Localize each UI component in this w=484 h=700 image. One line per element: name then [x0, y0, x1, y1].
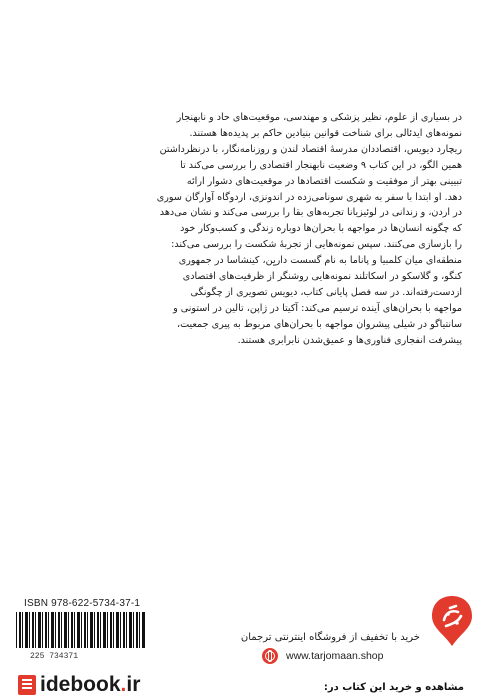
description-line: در بسیاری از علوم، نظیر پزشکی و مهندسی، موقعیت‌های حاد و نابهنجار: [176, 112, 462, 123]
description-line: ریچارد دیویس، اقتصاددان مدرسهٔ اقتصاد لندن و روزنامه‌نگار، با درنظرداشتن: [159, 143, 462, 155]
description-line: را بازسازی می‌کنند. سپس نمونه‌هایی از تجربهٔ شکست را بررسی می‌کند:: [171, 239, 462, 251]
isbn-text: ISBN 978-622-5734-37-1: [24, 598, 141, 609]
watermark-caption: مشاهده و خرید این کتاب در:: [323, 682, 464, 693]
watermark-brand[interactable]: [18, 672, 140, 698]
description-line: همین الگو، در این کتاب ۹ وضعیت نابهنجار اقتصادی را بررسی می‌کند تا: [180, 159, 462, 171]
description-line: نمونه‌های ایدئالی برای شناخت قوانین بنیادین حاکم بر پدیده‌ها هستند.: [189, 127, 462, 139]
back-cover-description: [104, 110, 462, 349]
watermark-brand-suffix: ir: [126, 673, 141, 696]
watermark-brand-dot: .: [120, 673, 127, 696]
description-line: تبیینی بهتر از موفقیت و شکست اقتصادها در موقعیت‌های دشوار ارائه: [186, 175, 462, 187]
globe-icon: [262, 648, 278, 664]
description-line: که چگونه انسان‌ها در مواجهه با بحران‌ها دوباره زندگی و کسب‌وکار خود: [180, 223, 462, 235]
barcode: [16, 612, 146, 652]
publisher-logo-icon: [430, 594, 474, 648]
shop-url-link[interactable]: www.tarjomaan.shop: [286, 650, 384, 662]
watermark-brand-prefix: idebook: [40, 673, 121, 696]
description-line: در اردن، و زندانی در لوئیزیانا تجربه‌های بقا را بررسی می‌کند و نشان می‌دهد: [159, 207, 462, 219]
description-line: منطقه‌ای میان کلمبیا و پاناما به نام گسست داریِن، کینشاسا در جمهوری: [178, 255, 462, 267]
description-line: سانتیاگو در شیلی پیشروان مواجهه با بحران‌های مربوط به پیری جمعیت،: [177, 318, 462, 330]
description-line: مواجهه با بحران‌های آینده ترسیم می‌کند: آکیتا در ژاپن، تالین در استونی و: [173, 302, 462, 314]
description-line: دهد. او ابتدا با سفر به شهری سونامی‌زده در اندونزی، اردوگاه آوارگان سوری: [156, 191, 462, 203]
shop-promo-text: خرید با تخفیف از فروشگاه اینترنتی ترجمان: [240, 632, 420, 643]
book-icon: [18, 675, 36, 695]
barcode-digits: 225 734371: [30, 652, 79, 661]
description-line: کنگو، و گلاسکو در اسکاتلند نمونه‌هایی روشنگر از ظرفیت‌های اقتصادی: [182, 271, 462, 283]
description-line: ازدست‌رفته‌اند. در سه فصل پایانی کتاب، دیویس تصویری از چگونگی: [190, 286, 462, 298]
description-line: پیشرفت انفجاری فناوری‌ها و عمیق‌شدن نابرابری هستند.: [237, 334, 462, 346]
